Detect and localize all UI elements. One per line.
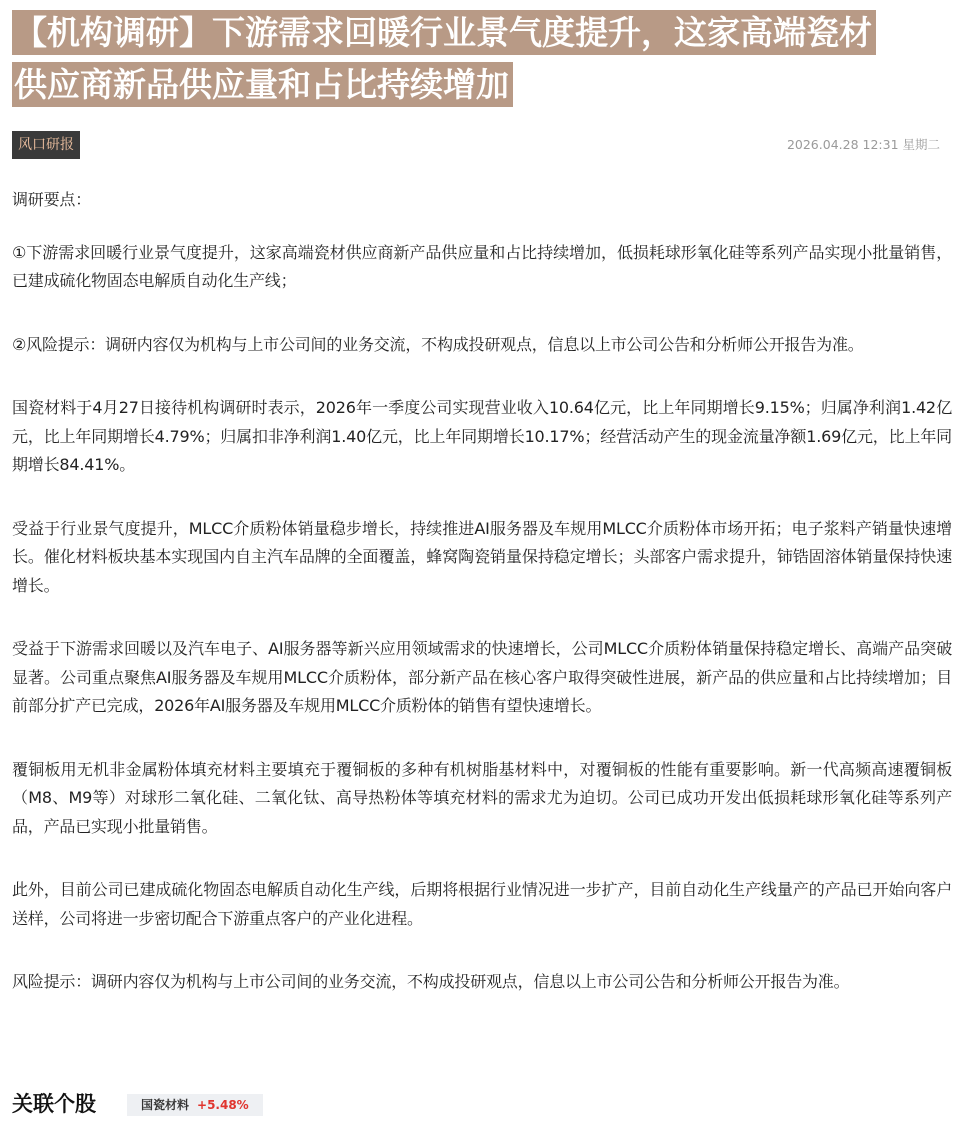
paragraph-key-point-1: ①下游需求回暖行业景气度提升，这家高端瓷材供应商新产品供应量和占比持续增加，低损耗球形氧化硅等系列产品实现小批量销售，已建成硫化物固态电解质自动化生产线； — [12, 242, 952, 290]
publish-date: 2026.04.28 12:31 星期二 — [786, 137, 940, 152]
paragraph-financials: 国瓷材料于4月27日接待机构调研时表示，2026年一季度公司实现营业收入10.64亿元，比上年同期增长9.15%；归属净利润1.42亿元，比上年同期增长4.79%；归属扣非净利润1.40亿元，比上年同期增长10.17%；经营活动产生的现金流量净额1.69亿元，比上年同期增长84.41%。 — [12, 398, 952, 474]
article-title-line-2: 供应商新品供应量和占比持续增加 — [12, 62, 513, 107]
paragraph-industry-growth: 受益于行业景气度提升，MLCC介质粉体销量稳步增长，持续推进AI服务器及车规用MLCC介质粉体市场开拓；电子浆料产销量快速增长。催化材料板块基本实现国内自主汽车品牌的全面覆盖，蜂窝陶瓷销量保持稳定增长；头部客户需求提升，铈锆固溶体销量保持快速增长。 — [12, 518, 952, 595]
paragraph-key-point-2: ②风险提示：调研内容仅为机构与上市公司间的业务交流，不构成投研观点，信息以上市公司公告和分析师公开报告为准。 — [12, 334, 864, 354]
column-tag[interactable]: 风口研报 — [12, 131, 80, 159]
article-body — [12, 186, 952, 1032]
stock-change: +5.48% — [197, 1098, 249, 1112]
article-title — [12, 10, 952, 107]
paragraph-ccl-fillers: 覆铜板用无机非金属粉体填充材料主要填充于覆铜板的多种有机树脂基材料中，对覆铜板的性能有重要影响。新一代高频高速覆铜板（M8、M9等）对球形二氧化硅、二氧化钛、高导热粉体等填充材料的需求尤为迫切。公司已成功开发出低损耗球形氧化硅等系列产品，产品已实现小批量销售。 — [12, 759, 952, 836]
related-stocks-title: 关联个股 — [12, 1092, 96, 1116]
article-title-line-1: 【机构调研】下游需求回暖行业景气度提升，这家高端瓷材 — [12, 10, 876, 55]
article-meta — [12, 131, 940, 159]
paragraph-solid-electrolyte: 此外，目前公司已建成硫化物固态电解质自动化生产线，后期将根据行业情况进一步扩产，目前自动化生产线量产的产品已开始向客户送样，公司将进一步密切配合下游重点客户的产业化进程。 — [12, 880, 952, 928]
stock-chip[interactable] — [127, 1094, 263, 1116]
paragraph-risk-notice: 风险提示：调研内容仅为机构与上市公司间的业务交流，不构成投研观点，信息以上市公司公告和分析师公开报告为准。 — [12, 972, 850, 991]
paragraph-mlcc-demand: 受益于下游需求回暖以及汽车电子、AI服务器等新兴应用领域需求的快速增长，公司MLCC介质粉体销量保持稳定增长、高端产品突破显著。公司重点聚焦AI服务器及车规用MLCC介质粉体，部分新产品在核心客户取得突破性进展，新产品的供应量和占比持续增加；目前部分扩产已完成，2026年AI服务器及车规用MLCC介质粉体的销售有望快速增长。 — [12, 639, 952, 715]
related-stocks — [12, 1087, 612, 1121]
stock-name: 国瓷材料 — [141, 1098, 190, 1112]
paragraph-research-summary-heading: 调研要点： — [12, 190, 92, 209]
